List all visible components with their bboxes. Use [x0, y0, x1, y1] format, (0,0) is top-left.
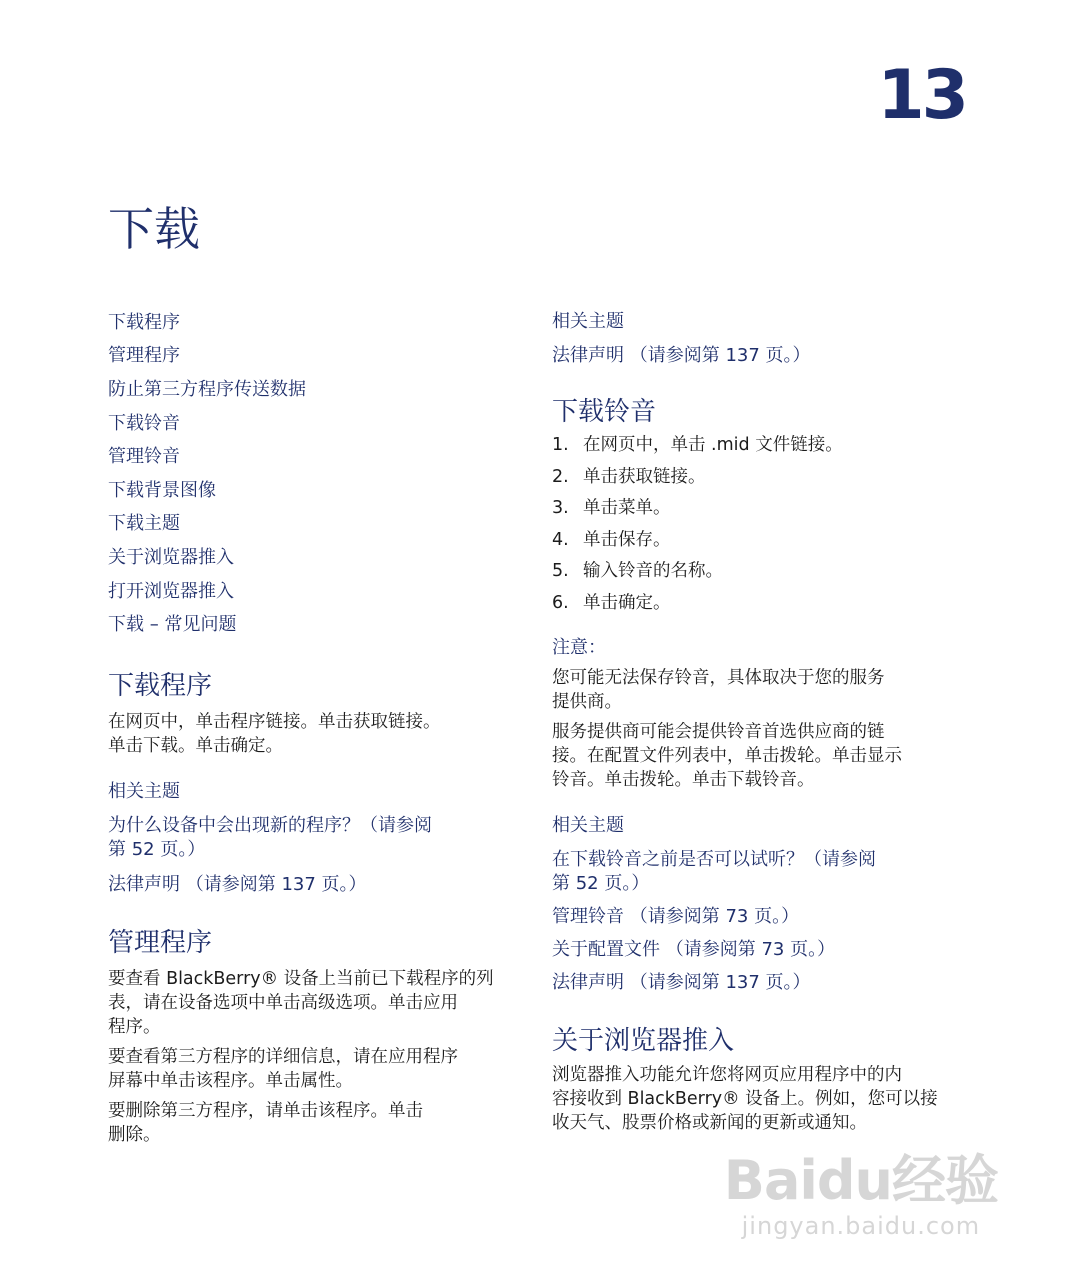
body-text	[108, 967, 508, 1039]
toc-item[interactable]	[108, 508, 508, 542]
step-number: 2.	[552, 466, 569, 487]
toc-link[interactable]: 下载主题	[108, 513, 180, 535]
body-text	[108, 1045, 508, 1093]
link-line: 关于配置文件 （请参阅第 73 页。）	[552, 938, 836, 960]
text-line: 程序。	[108, 1016, 161, 1037]
toc-link[interactable]: 打开浏览器推入	[108, 580, 234, 602]
text-line: 服务提供商可能会提供铃音首选供应商的链	[552, 721, 885, 742]
toc-link[interactable]: 管理铃音	[108, 446, 180, 468]
step-text: 单击确定。	[583, 592, 671, 613]
toc-link[interactable]: 下载 – 常见问题	[108, 614, 237, 636]
related-link[interactable]	[108, 873, 508, 897]
step-text: 单击菜单。	[583, 498, 671, 519]
steps-list	[552, 430, 952, 620]
text-line: 您可能无法保存铃音，具体取决于您的服务	[552, 667, 885, 688]
section-heading-manage-programs: 管理程序	[108, 927, 213, 958]
toc-item[interactable]	[108, 407, 508, 441]
watermark-url: jingyan.baidu.com	[741, 1212, 981, 1240]
note-label: 注意：	[552, 636, 606, 658]
chapter-title: 下载	[108, 202, 200, 256]
toc-item[interactable]	[108, 474, 508, 508]
text-line: 单击下载。单击确定。	[108, 735, 283, 756]
text-line: 浏览器推入功能允许您将网页应用程序中的内	[552, 1064, 902, 1085]
related-link[interactable]	[552, 344, 952, 368]
text-line: 要查看 BlackBerry® 设备上当前已下载程序的列	[108, 968, 494, 989]
link-line: 法律声明 （请参阅第 137 页。）	[552, 345, 811, 366]
step-number: 1.	[552, 435, 569, 455]
step-number: 3.	[552, 498, 569, 519]
link-line: 法律声明 （请参阅第 137 页。）	[108, 873, 367, 895]
text-line: 收天气、股票价格或新闻的更新或通知。	[552, 1112, 867, 1133]
text-line: 表，请在设备选项中单击高级选项。单击应用	[108, 992, 458, 1013]
link-line: 第 52 页。）	[552, 872, 650, 894]
text-line: 提供商。	[552, 691, 622, 712]
body-text	[108, 710, 508, 758]
step-text: 输入铃音的名称。	[583, 561, 723, 582]
related-link[interactable]	[552, 905, 952, 929]
step-item	[552, 430, 952, 462]
step-item	[552, 556, 952, 588]
related-link[interactable]	[552, 938, 952, 962]
step-text: 单击保存。	[583, 529, 671, 550]
toc-link[interactable]: 下载程序	[108, 311, 180, 333]
related-link[interactable]	[552, 848, 952, 896]
link-line: 管理铃音 （请参阅第 73 页。）	[552, 905, 800, 927]
link-line: 在下载铃音之前是否可以试听？（请参阅	[552, 848, 876, 870]
link-line: 为什么设备中会出现新的程序？（请参阅	[108, 814, 432, 836]
body-text	[552, 1063, 952, 1135]
step-item	[552, 493, 952, 525]
text-line: 在网页中，单击程序链接。单击获取链接。	[108, 711, 441, 732]
toc-item[interactable]	[108, 575, 508, 609]
chapter-number: 13	[877, 56, 966, 135]
note-text	[552, 666, 952, 714]
toc-link[interactable]: 管理程序	[108, 345, 180, 367]
baidu-watermark	[723, 1149, 998, 1240]
step-number: 6.	[552, 592, 569, 613]
step-text: 在网页中，单击 .mid 文件链接。	[583, 435, 843, 455]
toc-item[interactable]	[108, 440, 508, 474]
right-column	[552, 306, 952, 1135]
text-line: 容接收到 BlackBerry® 设备上。例如，您可以接	[552, 1088, 938, 1109]
toc-item[interactable]	[108, 373, 508, 407]
step-number: 4.	[552, 529, 569, 550]
text-line: 要查看第三方程序的详细信息，请在应用程序	[108, 1046, 458, 1067]
toc-link[interactable]: 下载铃音	[108, 412, 180, 434]
toc-link[interactable]: 防止第三方程序传送数据	[108, 378, 306, 400]
text-line: 铃音。单击拨轮。单击下载铃音。	[552, 769, 815, 790]
left-column	[108, 306, 508, 1147]
section-heading-download-programs: 下载程序	[108, 670, 213, 701]
section-heading-download-ringtones: 下载铃音	[552, 397, 657, 427]
related-link[interactable]	[108, 814, 508, 862]
toc-item[interactable]	[108, 541, 508, 575]
related-topics-title: 相关主题	[552, 311, 624, 332]
step-number: 5.	[552, 561, 569, 582]
related-link[interactable]	[552, 971, 952, 995]
toc-item[interactable]	[108, 608, 508, 642]
toc-item[interactable]	[108, 306, 508, 340]
step-text: 单击获取链接。	[583, 466, 706, 487]
related-topics-title: 相关主题	[108, 780, 180, 802]
link-line: 法律声明 （请参阅第 137 页。）	[552, 971, 811, 993]
note-text	[552, 720, 952, 792]
text-line: 要删除第三方程序，请单击该程序。单击	[108, 1100, 423, 1121]
toc-item[interactable]	[108, 340, 508, 374]
text-line: 屏幕中单击该程序。单击属性。	[108, 1070, 353, 1091]
watermark-logo: Baidu经验	[723, 1149, 998, 1212]
step-item	[552, 525, 952, 557]
toc-link[interactable]: 下载背景图像	[108, 479, 216, 501]
chapter-toc	[108, 306, 508, 642]
link-line: 第 52 页。）	[108, 838, 206, 860]
toc-link[interactable]: 关于浏览器推入	[108, 546, 234, 568]
text-line: 接。在配置文件列表中，单击拨轮。单击显示	[552, 745, 902, 766]
body-text	[108, 1099, 508, 1147]
step-item	[552, 588, 952, 620]
step-item	[552, 462, 952, 494]
section-heading-browser-push: 关于浏览器推入	[552, 1025, 735, 1056]
text-line: 删除。	[108, 1124, 161, 1145]
related-topics-title: 相关主题	[552, 814, 624, 836]
